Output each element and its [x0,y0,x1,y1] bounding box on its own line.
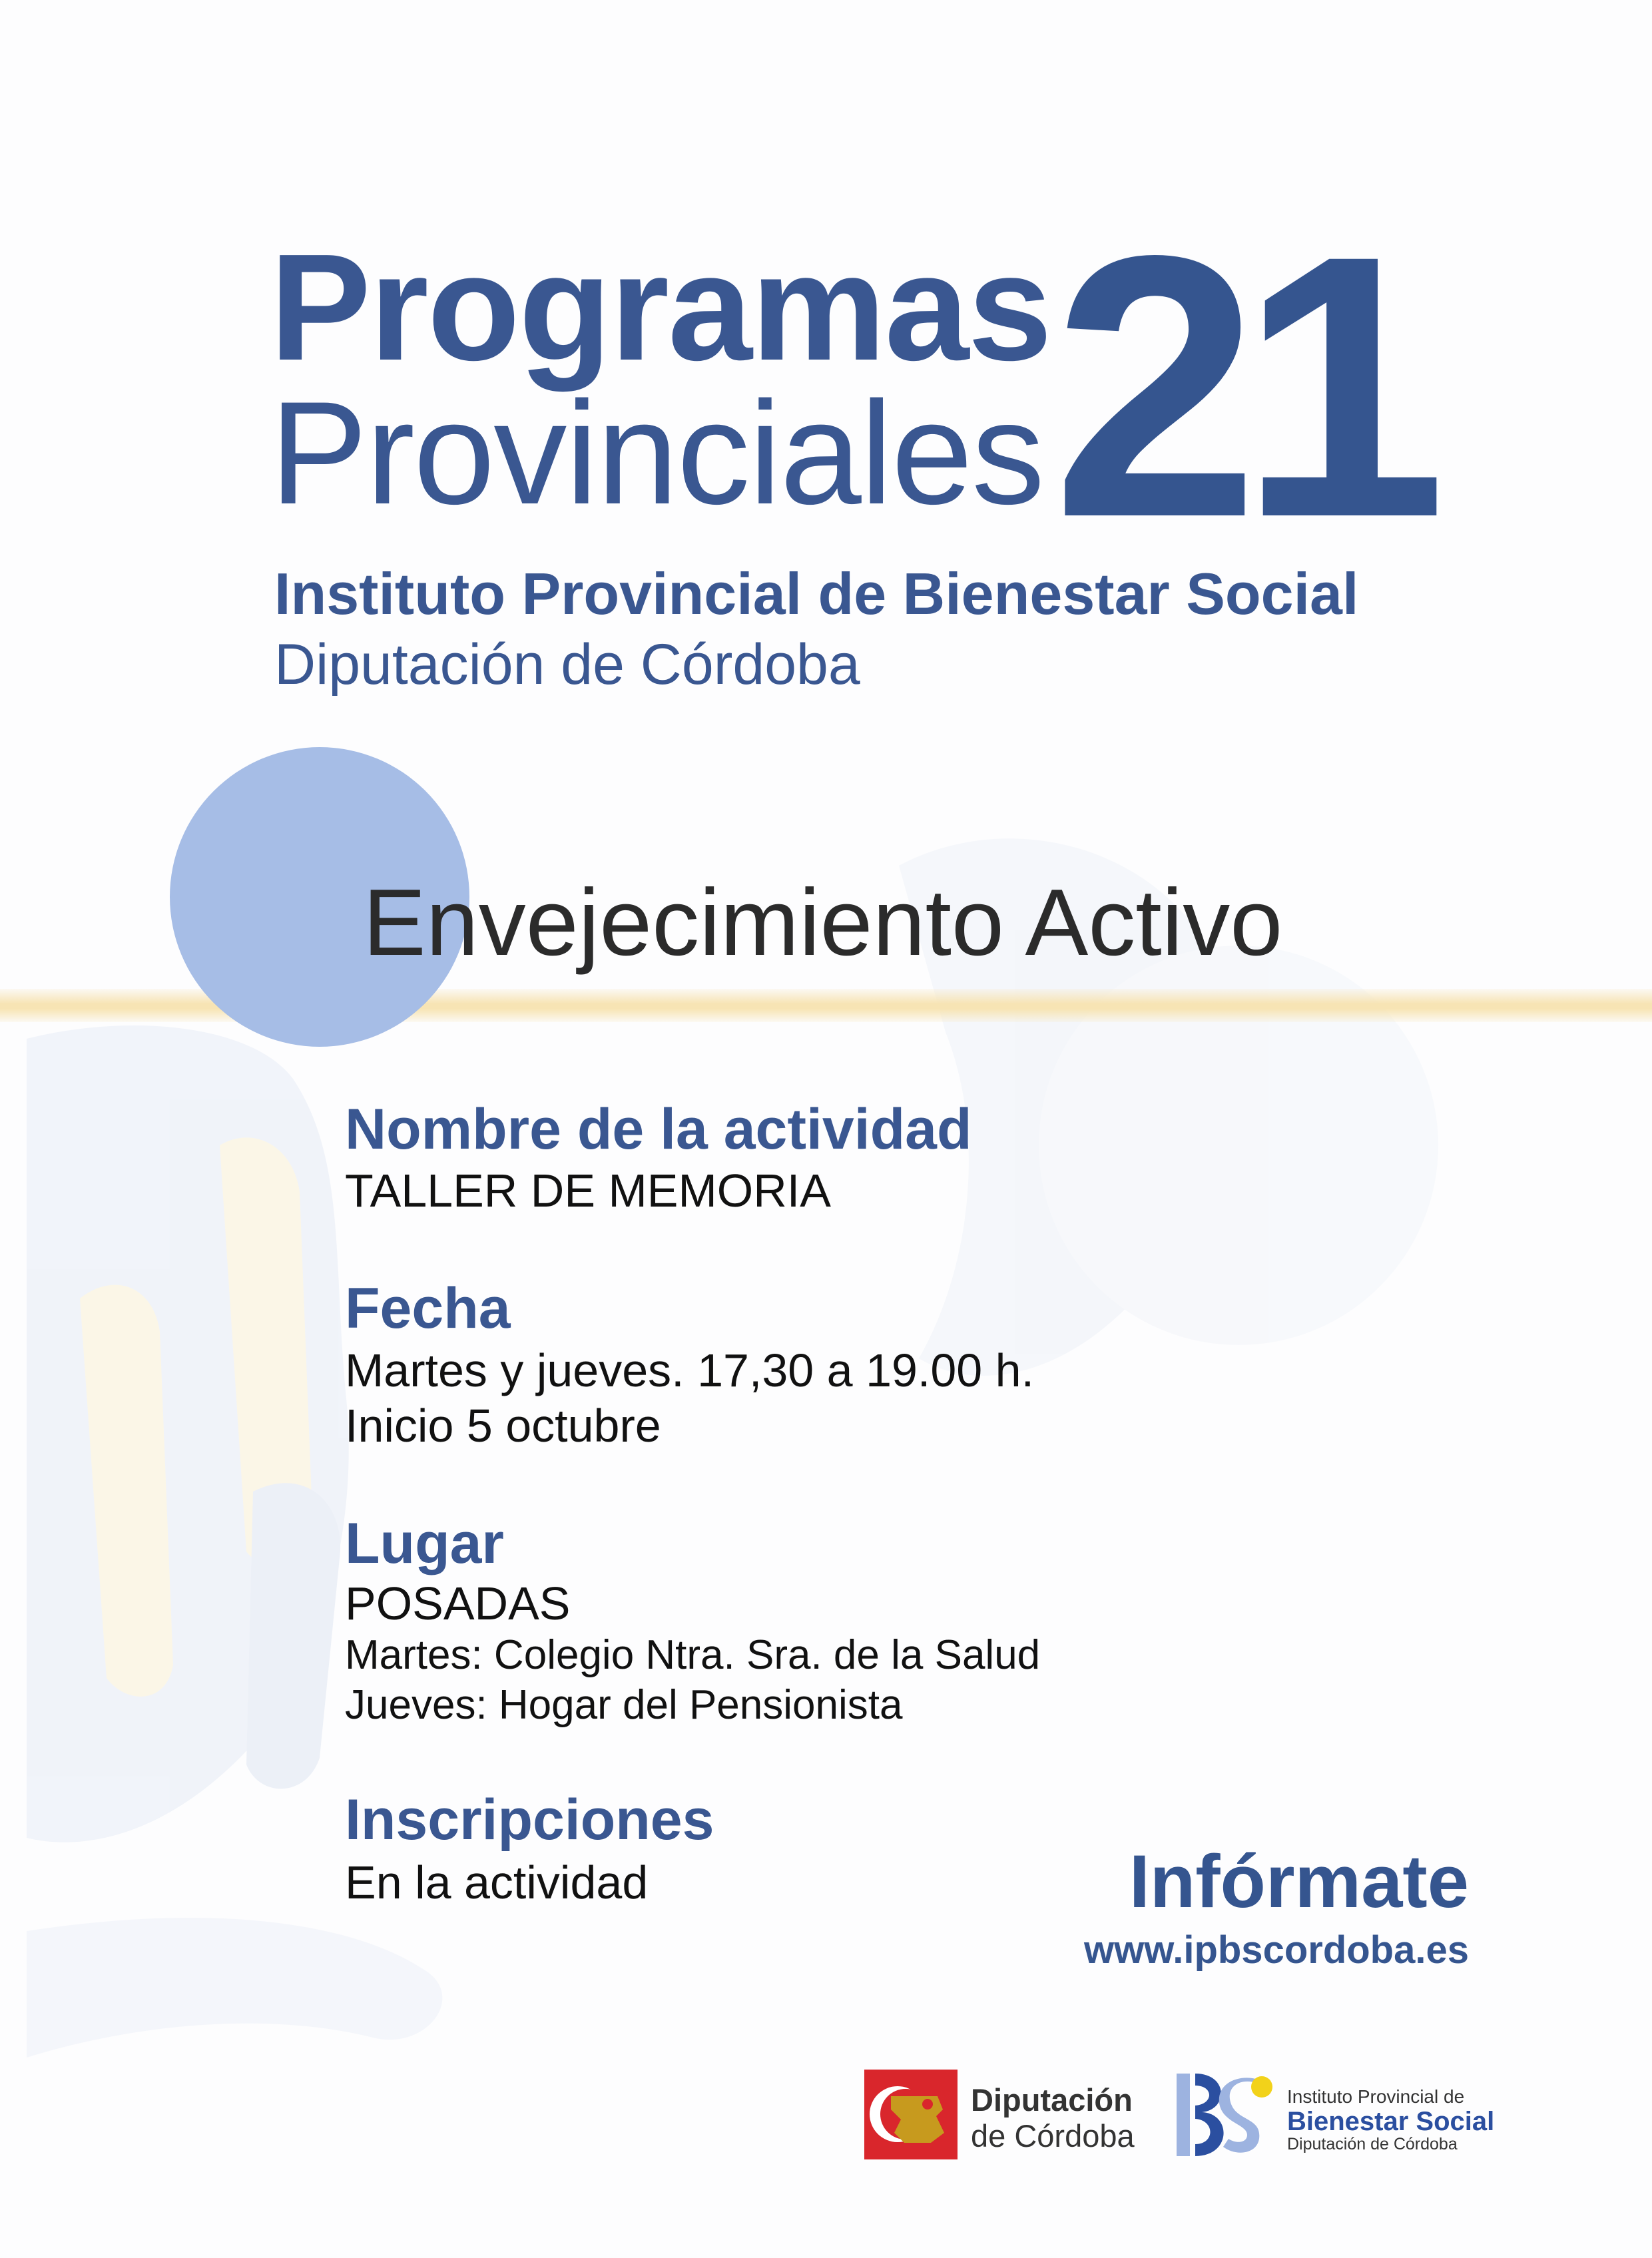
organization-name: Diputación de Córdoba [274,633,860,697]
diputacion-logo-line2: de Córdoba [971,2118,1135,2153]
header-title-programas: Programas [270,223,1051,392]
institute-name: Instituto Provincial de Bienestar Social [274,561,1359,627]
website-link[interactable]: www.ipbscordoba.es [1084,1928,1469,1972]
section-value-inscripciones: En la actividad [345,1856,649,1908]
diputacion-logo-line1: Diputación [971,2082,1133,2117]
ipbs-logo-line3: Diputación de Córdoba [1287,2135,1458,2153]
ipbs-logo [1175,2070,1495,2159]
ipbs-emblem-icon [1175,2070,1275,2159]
section-value-lugar-tuesday: Martes: Colegio Ntra. Sra. de la Salud [345,1632,1041,1678]
info-heading: Infórmate [1129,1840,1469,1923]
section-label-nombre: Nombre de la actividad [345,1097,972,1161]
header-year-number: 21 [1052,178,1427,595]
ipbs-logo-line1: Instituto Provincial de [1287,2086,1465,2107]
section-label-lugar: Lugar [345,1512,504,1575]
section-value-fecha-schedule: Martes y jueves. 17,30 a 19.00 h. [345,1344,1035,1396]
diputacion-logo [864,2070,1157,2159]
program-title: Envejecimiento Activo [363,870,1283,976]
section-label-inscripciones: Inscripciones [345,1788,714,1852]
section-value-fecha-start: Inicio 5 octubre [345,1400,661,1452]
header-title-provinciales: Provinciales [270,371,1044,535]
section-value-lugar-thursday: Jueves: Hogar del Pensionista [345,1682,903,1728]
section-value-nombre: TALLER DE MEMORIA [345,1165,831,1217]
ipbs-logo-line2: Bienestar Social [1287,2107,1495,2136]
diputacion-emblem-icon [864,2070,958,2159]
section-value-lugar-town: POSADAS [345,1577,571,1629]
section-label-fecha: Fecha [345,1276,511,1340]
